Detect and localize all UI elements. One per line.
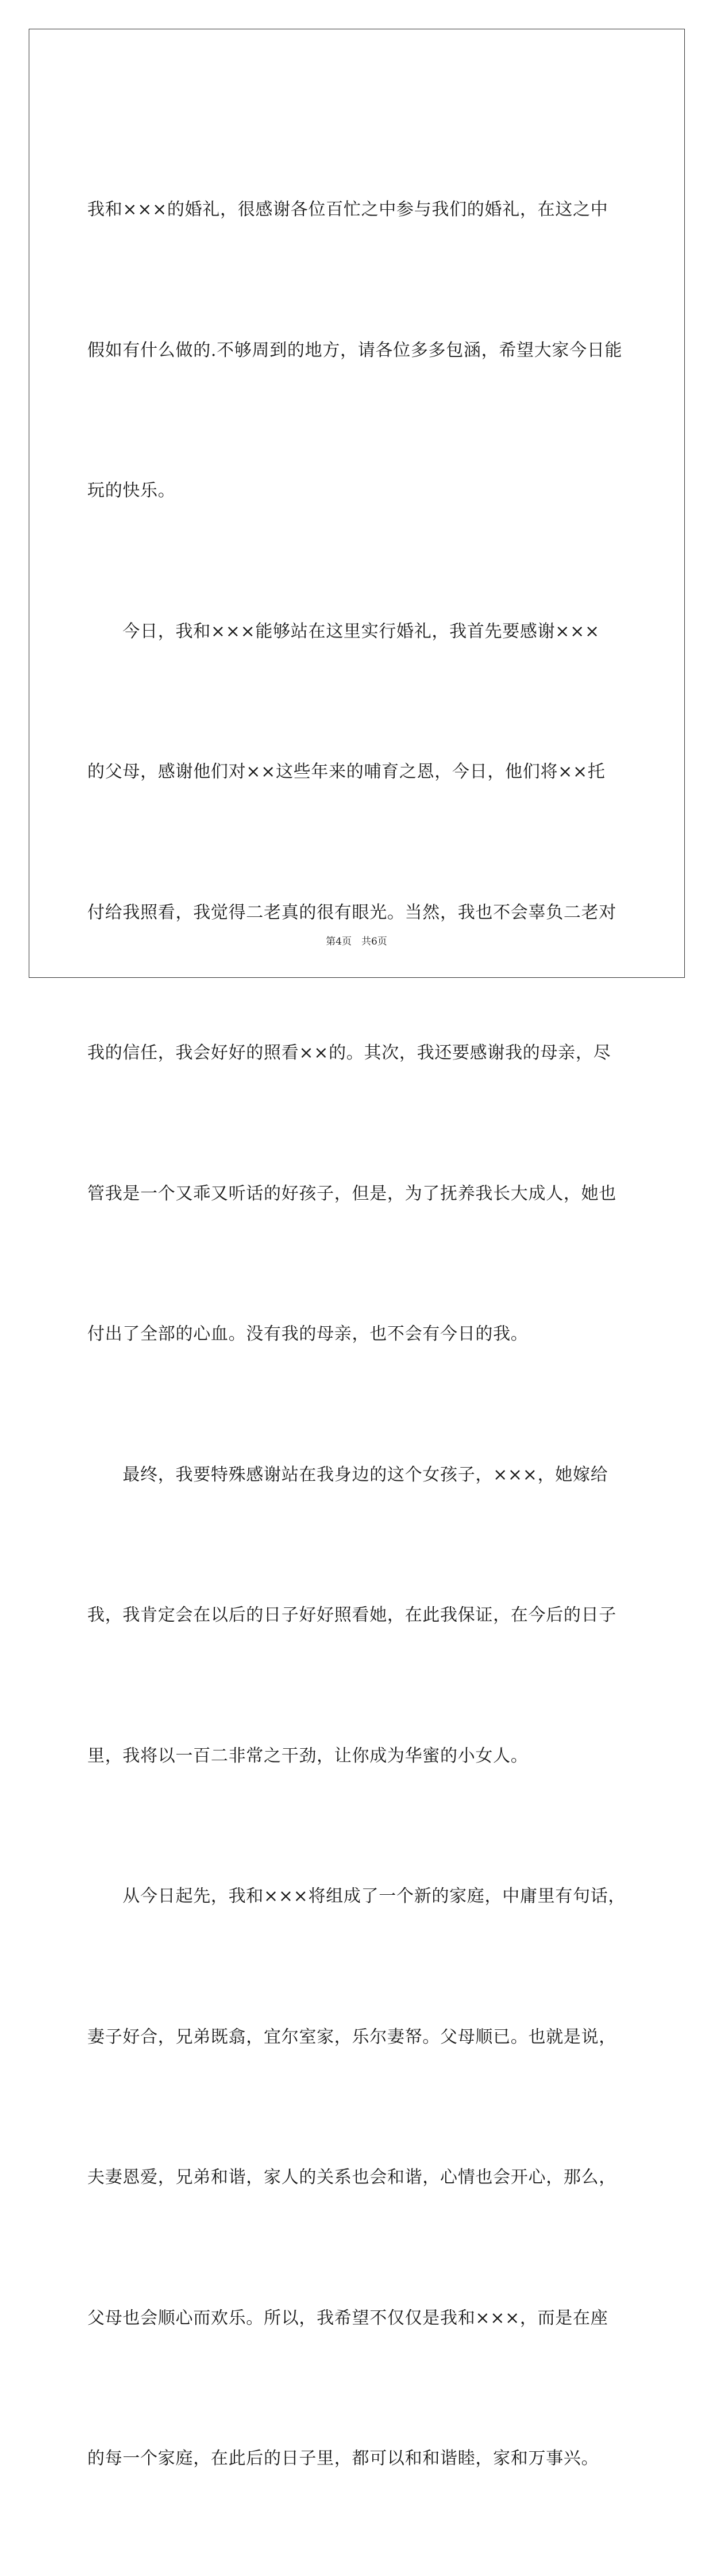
text-line: 的每一个家庭，在此后的日子里，都可以和和谐睦，家和万事兴。	[87, 2448, 599, 2468]
text-line: 付给我照看，我觉得二老真的很有眼光。当然，我也不会辜负二老对	[87, 902, 616, 923]
document-body	[87, 93, 639, 2576]
text-line: 最终，我要特殊感谢站在我身边的这个女孩子，×××，她嫁给	[87, 1464, 608, 1485]
text-line: 父母也会顺心而欢乐。所以，我希望不仅仅是我和×××，而是在座	[87, 2308, 608, 2328]
text-line: 的父母，感谢他们对××这些年来的哺育之恩，今日，他们将××托	[87, 762, 606, 782]
text-line: 今日，我和×××能够站在这里实行婚礼，我首先要感谢×××	[87, 621, 600, 642]
text-line: 玩的快乐。	[87, 481, 176, 501]
text-line: 管我是一个又乖又听话的好孩子，但是，为了抚养我长大成人，她也	[87, 1183, 616, 1204]
text-line: 里，我将以一百二非常之干劲，让你成为华蜜的小女人。	[87, 1745, 529, 1766]
text-line: 从今日起先，我和×××将组成了一个新的家庭，中庸里有句话，	[87, 1886, 626, 1906]
text-line: 我和×××的婚礼，很感谢各位百忙之中参与我们的婚礼，在这之中	[87, 199, 608, 220]
body-text	[87, 93, 639, 2576]
text-line: 妻子好合，兄弟既翕，宜尔室家，乐尔妻帑。父母顺已。也就是说，	[87, 2026, 616, 2047]
text-line: 我的信任，我会好好的照看××的。其次，我还要感谢我的母亲，尽	[87, 1043, 611, 1063]
text-line: 付出了全部的心血。没有我的母亲，也不会有今日的我。	[87, 1324, 529, 1344]
text-line: 我，我肯定会在以后的日子好好照看她，在此我保证，在今后的日子	[87, 1605, 616, 1625]
page-number-footer: 第4页 共6页	[326, 936, 387, 947]
text-line: 夫妻恩爱，兄弟和谐，家人的关系也会和谐，心情也会开心，那么，	[87, 2167, 616, 2187]
text-line: 假如有什么做的.不够周到的地方，请各位多多包涵，希望大家今日能	[87, 340, 623, 360]
